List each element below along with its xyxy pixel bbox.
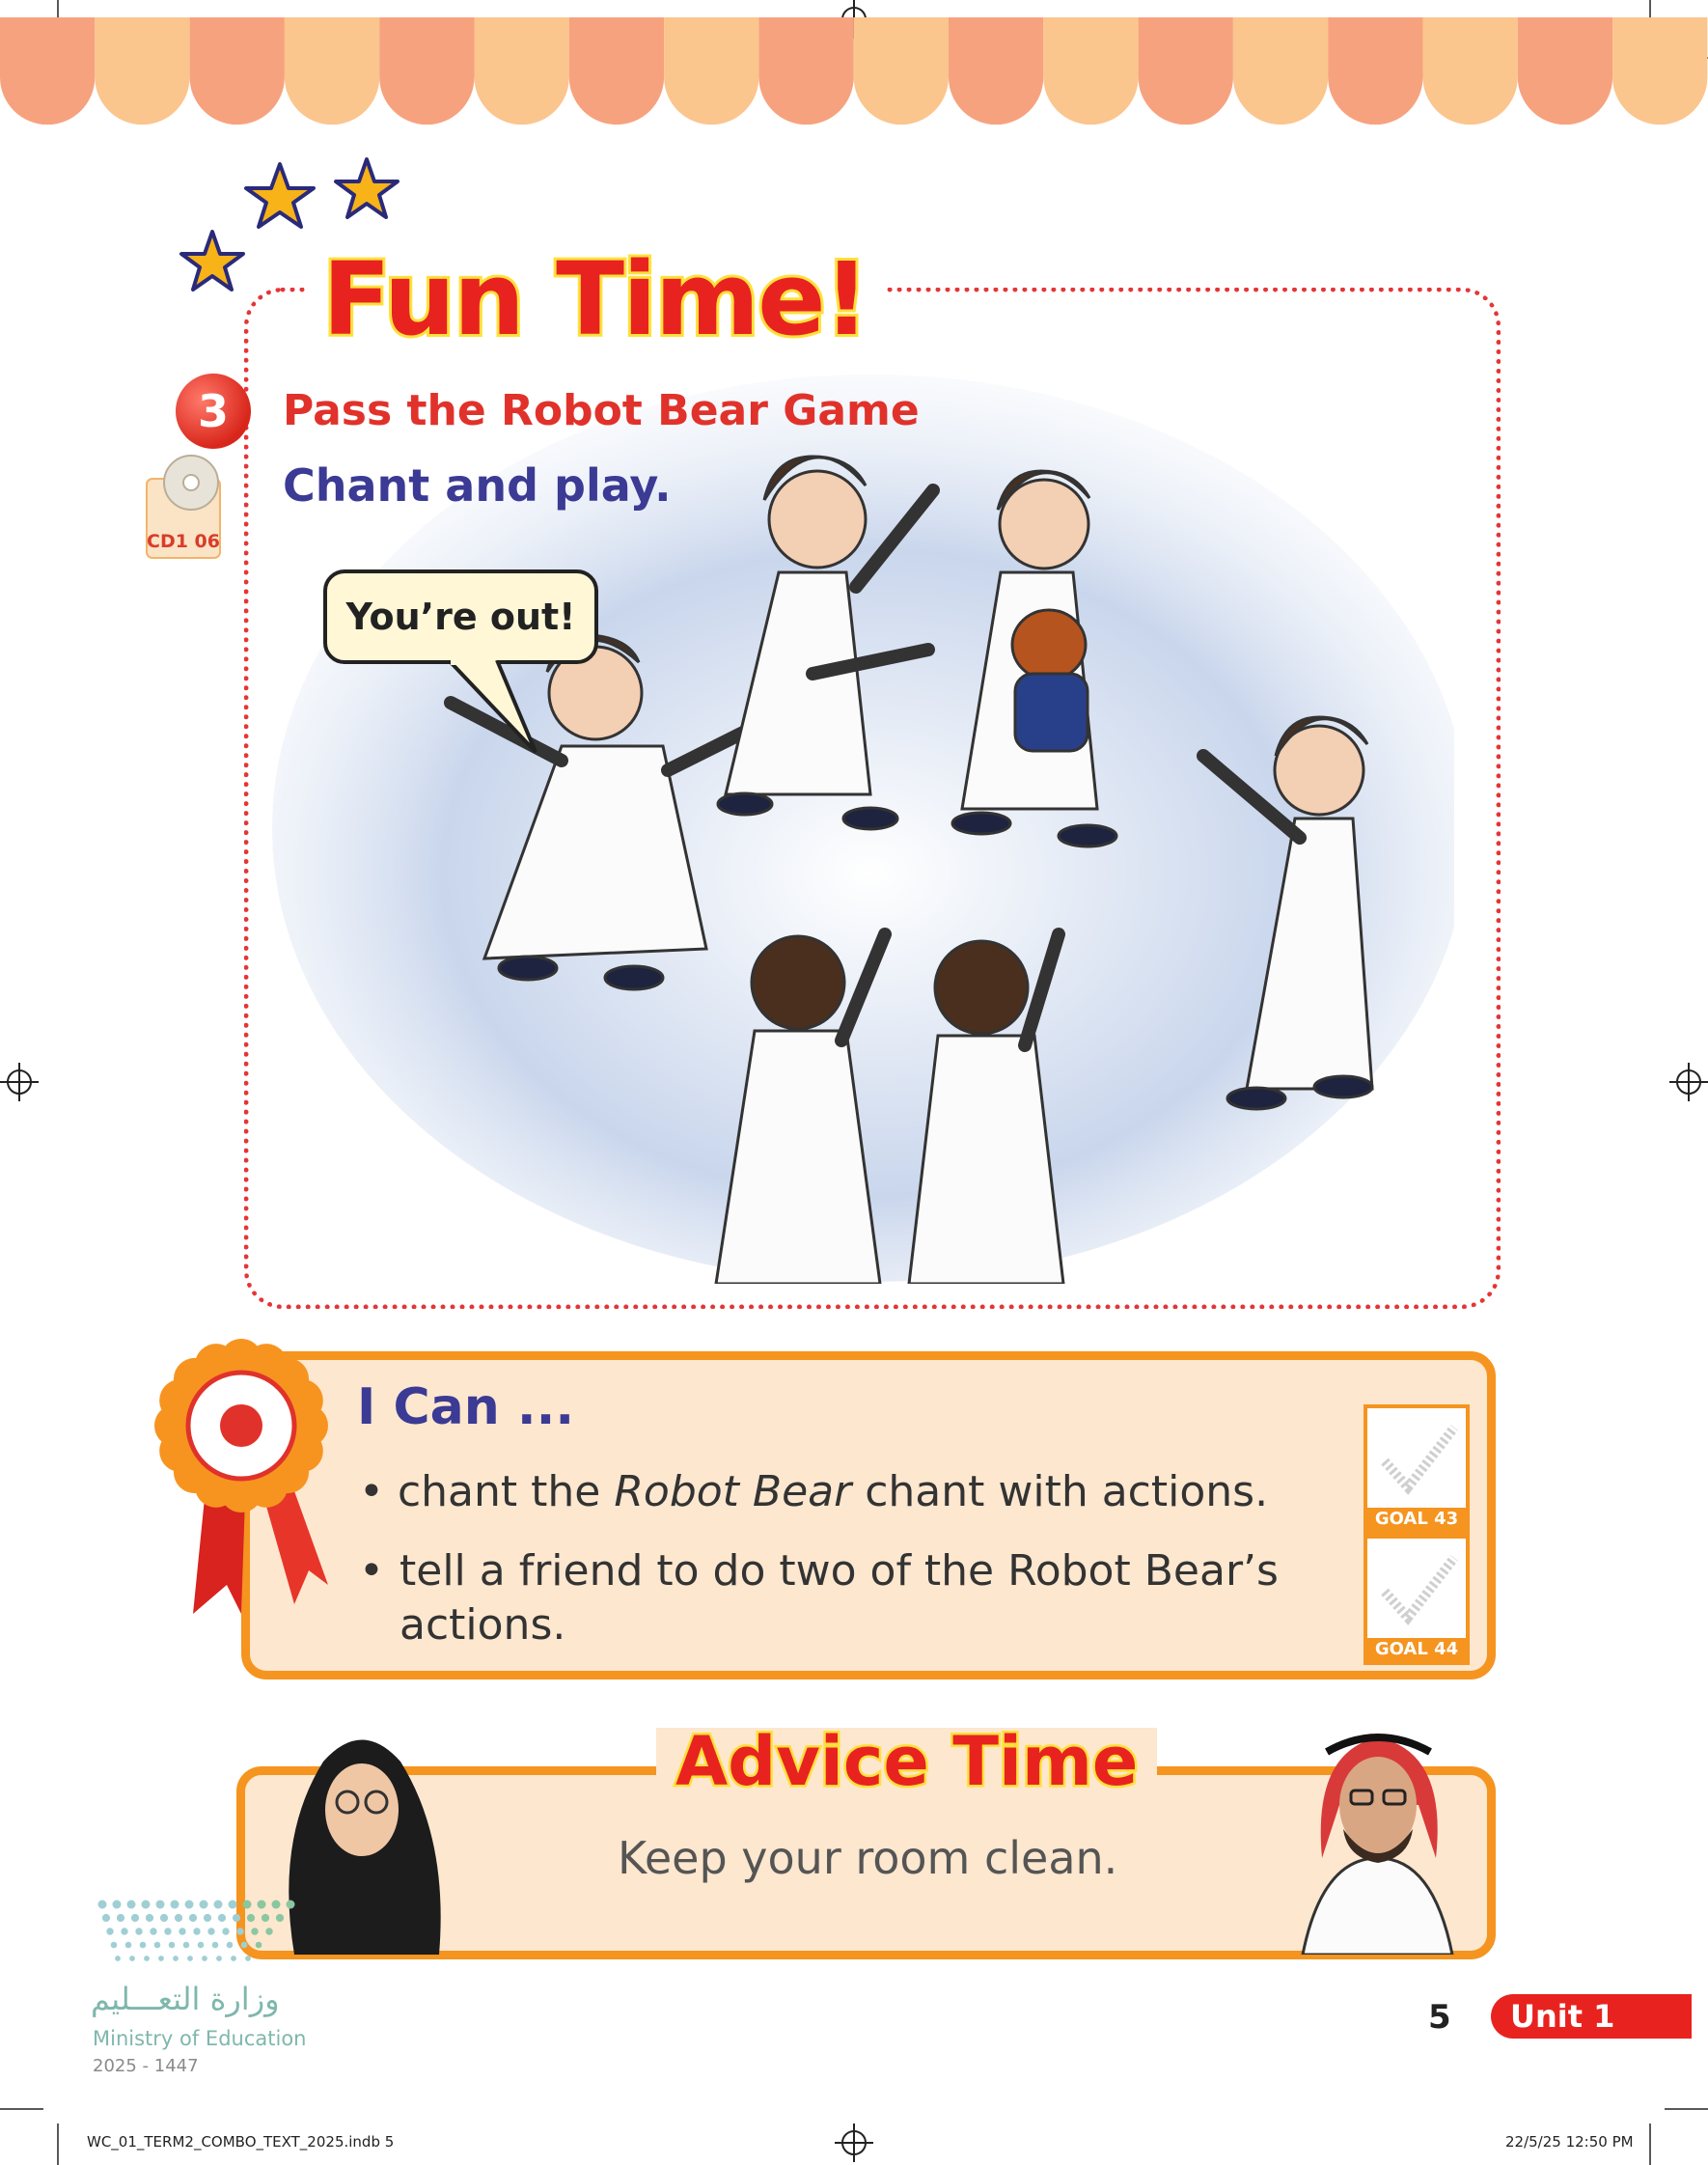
- registration-mark-left: [0, 1063, 39, 1101]
- activity-title: Pass the Robot Bear Game: [283, 386, 920, 435]
- goal-label: GOAL 44: [1367, 1638, 1466, 1661]
- advice-time-title: Advice Time: [656, 1728, 1157, 1795]
- logo-dot: [231, 1956, 236, 1961]
- logo-dot: [227, 1942, 234, 1949]
- logo-dot: [115, 1956, 121, 1961]
- logo-dot: [272, 1901, 281, 1909]
- logo-dot: [164, 1928, 171, 1934]
- logo-dot: [251, 1928, 258, 1934]
- logo-dot: [247, 1914, 255, 1922]
- logo-dot: [236, 1928, 243, 1934]
- logo-dot: [173, 1956, 179, 1961]
- logo-dot: [158, 1956, 164, 1961]
- registration-mark-right: [1669, 1063, 1708, 1101]
- logo-dot: [265, 1928, 272, 1934]
- awning-scallop: [1139, 17, 1233, 125]
- file-info: WC_01_TERM2_COMBO_TEXT_2025.indb 5: [87, 2133, 395, 2151]
- ministry-year: 2025 - 1447: [93, 2056, 199, 2076]
- logo-dot: [156, 1901, 165, 1909]
- logo-dot: [198, 1942, 205, 1949]
- goal-label: GOAL 43: [1367, 1508, 1466, 1531]
- logo-dot: [135, 1928, 142, 1934]
- logo-dot: [125, 1942, 132, 1949]
- logo-dot: [200, 1901, 208, 1909]
- activity-number-badge: 3: [176, 374, 251, 449]
- cd-track-label: CD1 06: [147, 531, 220, 552]
- logo-dot: [150, 1928, 156, 1934]
- logo-dot: [243, 1901, 252, 1909]
- speech-bubble: You’re out!: [323, 569, 598, 664]
- ministry-logo: [93, 1897, 305, 1969]
- logo-dot: [160, 1914, 168, 1922]
- logo-dot: [142, 1901, 151, 1909]
- logo-dot: [131, 1914, 139, 1922]
- i-can-title: I Can ...: [357, 1378, 575, 1436]
- i-can-item: • chant the Robot Bear chant with actions.: [359, 1467, 1269, 1516]
- logo-dot: [216, 1956, 222, 1961]
- star-icon: [246, 164, 314, 227]
- logo-dot: [129, 1956, 135, 1961]
- goal-checkbox[interactable]: [1364, 1535, 1470, 1665]
- awning-scallop: [1518, 17, 1612, 125]
- logo-dot: [154, 1942, 161, 1949]
- awning-scallop: [475, 17, 569, 125]
- logo-dot: [127, 1901, 136, 1909]
- awning-scallop: [949, 17, 1043, 125]
- logo-dot: [183, 1942, 190, 1949]
- logo-dot: [171, 1901, 179, 1909]
- advice-text: Keep your room clean.: [618, 1832, 1118, 1884]
- logo-dot: [117, 1914, 124, 1922]
- awning-scallop: [854, 17, 949, 125]
- awning-scallop: [1328, 17, 1422, 125]
- logo-dot: [169, 1942, 176, 1949]
- fun-time-title: Fun Time!: [307, 249, 883, 349]
- bullet: •: [359, 1467, 398, 1516]
- logo-dot: [189, 1914, 197, 1922]
- logo-dot: [106, 1928, 113, 1934]
- check-icon: [1367, 1539, 1466, 1635]
- awning-scallop: [1043, 17, 1138, 125]
- registration-mark-bottom: [835, 2123, 873, 2162]
- logo-dot: [262, 1914, 269, 1922]
- logo-dot: [98, 1901, 107, 1909]
- bullet: •: [359, 1546, 384, 1596]
- awning-scallop: [569, 17, 664, 125]
- logo-dot: [111, 1942, 118, 1949]
- logo-dot: [121, 1928, 127, 1934]
- logo-dot: [179, 1928, 185, 1934]
- logo-dot: [245, 1956, 251, 1961]
- scalloped-awning: [0, 17, 1708, 125]
- activity-instruction: Chant and play.: [283, 459, 672, 512]
- logo-dot: [214, 1901, 223, 1909]
- awning-scallop: [95, 17, 189, 125]
- ministry-name-arabic: وزارة التعـــليم: [91, 1981, 280, 2017]
- awning-scallop: [664, 17, 758, 125]
- unit-tab: Unit 1: [1491, 1994, 1692, 2039]
- awning-scallop: [379, 17, 474, 125]
- awning-scallop: [285, 17, 379, 125]
- logo-dot: [204, 1914, 211, 1922]
- logo-dot: [193, 1928, 200, 1934]
- logo-dot: [146, 1914, 153, 1922]
- logo-dot: [241, 1942, 248, 1949]
- awning-scallop: [758, 17, 853, 125]
- logo-dot: [218, 1914, 226, 1922]
- page-number: 5: [1428, 1998, 1451, 2037]
- award-rosette-icon: [150, 1324, 333, 1624]
- goal-checkbox[interactable]: [1364, 1404, 1470, 1535]
- awning-scallop: [1612, 17, 1707, 125]
- i-can-item: • tell a friend to do two of the Robot Bear’s actions.: [359, 1546, 1279, 1650]
- logo-dot: [212, 1942, 219, 1949]
- speech-bubble-tail: [439, 660, 545, 757]
- logo-dot: [258, 1901, 266, 1909]
- logo-dot: [175, 1914, 182, 1922]
- teacher-man-illustration: [1264, 1713, 1491, 1955]
- logo-dot: [229, 1901, 237, 1909]
- logo-dot: [140, 1942, 147, 1949]
- logo-dot: [256, 1942, 262, 1949]
- logo-dot: [202, 1956, 207, 1961]
- awning-scallop: [1233, 17, 1328, 125]
- logo-dot: [233, 1914, 240, 1922]
- awning-scallop: [190, 17, 285, 125]
- logo-dot: [187, 1956, 193, 1961]
- print-date: 22/5/25 12:50 PM: [1505, 2133, 1634, 2151]
- star-icon: [336, 159, 398, 217]
- logo-dot: [144, 1956, 150, 1961]
- check-icon: [1367, 1408, 1466, 1505]
- logo-dot: [207, 1928, 214, 1934]
- star-icon: [181, 232, 243, 290]
- awning-scallop: [1423, 17, 1518, 125]
- logo-dot: [102, 1914, 110, 1922]
- logo-dot: [287, 1901, 295, 1909]
- ministry-name-english: Ministry of Education: [93, 2027, 307, 2050]
- logo-dot: [185, 1901, 194, 1909]
- logo-dot: [113, 1901, 122, 1909]
- awning-scallop: [0, 17, 95, 125]
- logo-dot: [222, 1928, 229, 1934]
- logo-dot: [276, 1914, 284, 1922]
